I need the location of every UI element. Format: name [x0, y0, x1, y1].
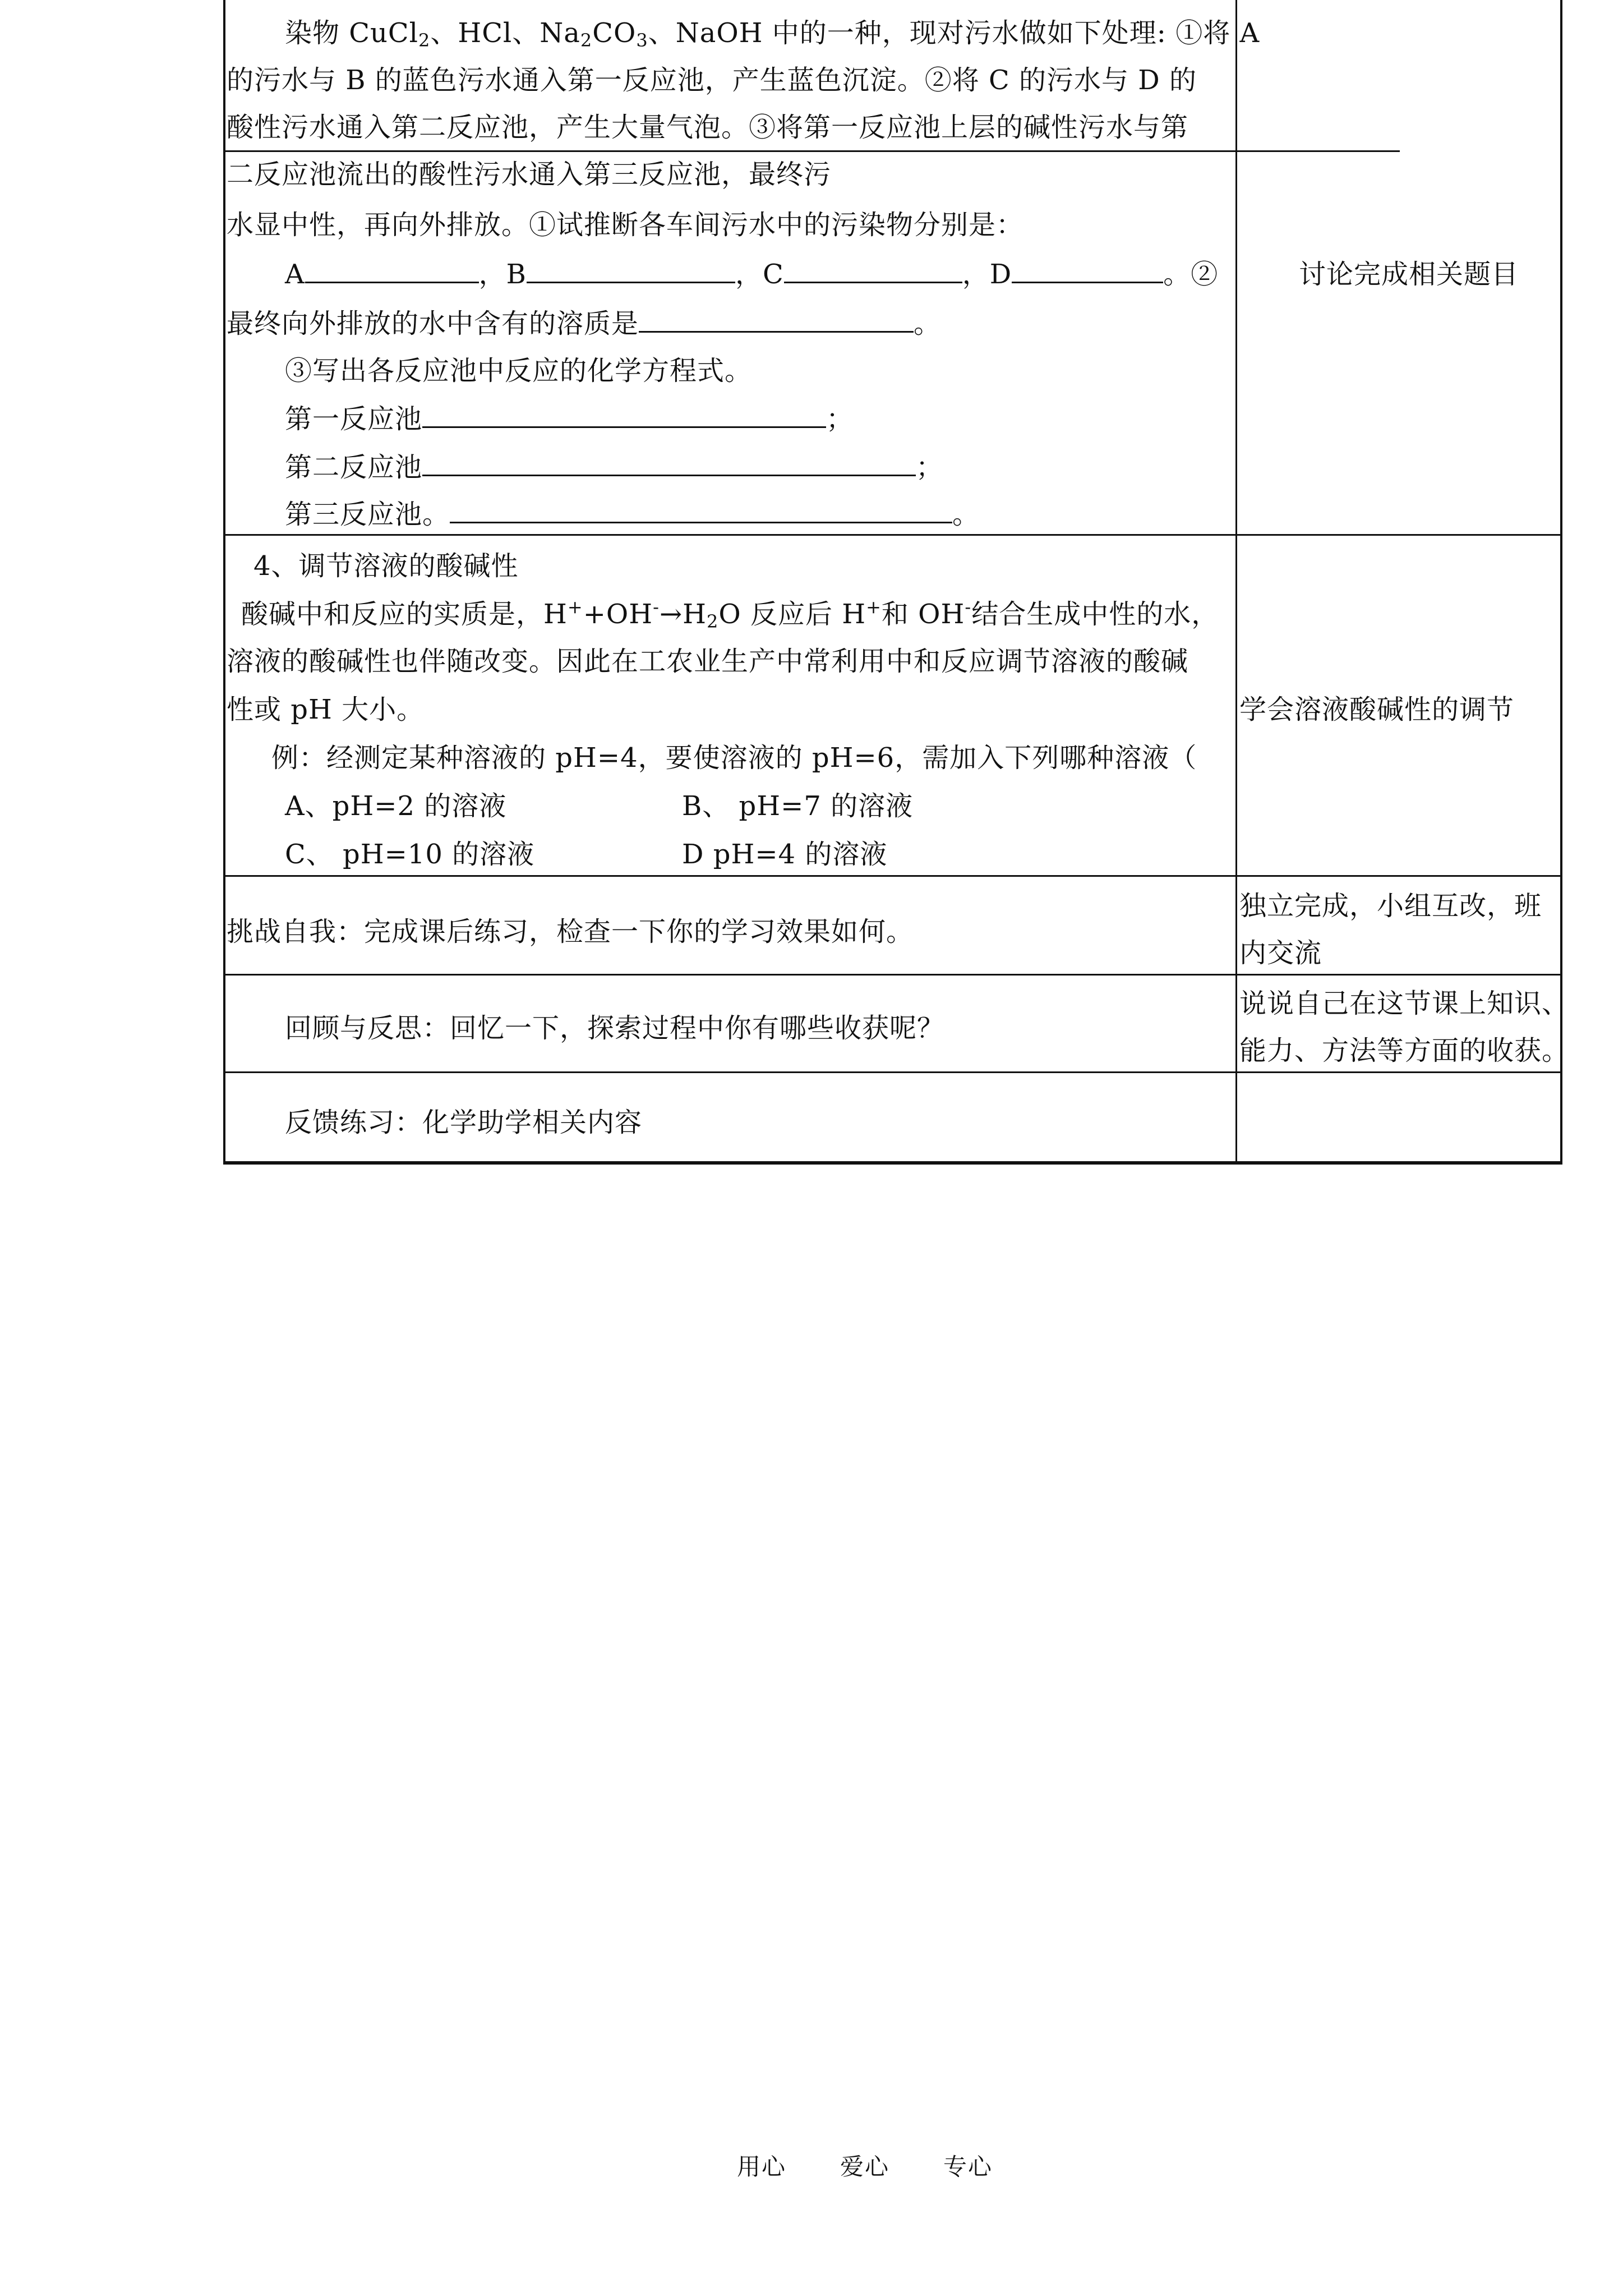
blank-pool2[interactable] — [422, 443, 916, 476]
text-fragment: →H — [659, 599, 707, 630]
superscript: - — [653, 596, 660, 618]
row2-line2: 水显中性，再向外排放。①试推断各车间污水中的污染物分别是： — [227, 209, 1024, 241]
row3-p3: 性或 pH 大小。 — [227, 694, 425, 725]
pool3-label: 第三反应池。 — [285, 499, 450, 530]
superscript: + — [567, 596, 583, 618]
label-a: A — [285, 259, 305, 290]
column-divider — [1235, 0, 1237, 1165]
text-fragment: O 反应后 H — [718, 599, 866, 630]
pool2-end: ； — [916, 452, 944, 483]
subscript: 2 — [707, 611, 719, 632]
pool3-line — [285, 490, 980, 539]
blank-a[interactable] — [305, 250, 479, 283]
row2-line5: ③写出各反应池中反应的化学方程式。 — [285, 355, 753, 386]
footer-word-3: 专心 — [943, 2153, 993, 2180]
pool1-line — [285, 395, 854, 443]
row4-side-line1: 独立完成，小组互改，班 — [1239, 890, 1542, 922]
label-d: ，D — [962, 259, 1012, 290]
pool1-end: ； — [826, 403, 854, 435]
option-d: D pH=4 的溶液 — [682, 839, 888, 870]
blank-c[interactable] — [784, 250, 962, 283]
row2-line1: 二反应池流出的酸性污水通入第三反应池，最终污 — [227, 159, 832, 190]
row3-p1 — [241, 590, 1219, 638]
row3-side-note: 学会溶液酸碱性的调节 — [1239, 694, 1515, 725]
blank-solute[interactable] — [639, 300, 914, 333]
after-d: 。② — [1163, 259, 1219, 290]
row1-line1 — [285, 9, 1260, 57]
row3-p2: 溶液的酸碱性也伴随改变。因此在工农业生产中常利用中和反应调节溶液的酸碱 — [227, 646, 1189, 677]
row6-text: 反馈练习：化学助学相关内容 — [285, 1107, 643, 1138]
pool2-label: 第二反应池 — [285, 452, 423, 483]
row1-line1-post: 、NaOH 中的一种，现对污水做如下处理: ①将 A — [648, 17, 1260, 49]
blank-pool1[interactable] — [422, 395, 826, 428]
row5-side-line2: 能力、方法等方面的收获。 — [1239, 1035, 1570, 1066]
row5-side-line1: 说说自己在这节课上知识、 — [1239, 988, 1570, 1019]
row1-line2: 的污水与 B 的蓝色污水通入第一反应池，产生蓝色沉淀。②将 C 的污水与 D 的 — [227, 65, 1197, 96]
option-c: C、 pH=10 的溶液 — [285, 839, 535, 870]
option-a: A、pH=2 的溶液 — [285, 790, 507, 822]
row3-example: 例：经测定某种溶液的 pH=4，要使溶液的 pH=6，需加入下列哪种溶液（ — [271, 742, 1197, 774]
row1-line1-mid1: 、HCl、Na — [430, 17, 580, 49]
page-footer — [737, 2148, 993, 2182]
text-fragment: +OH — [583, 599, 653, 630]
option-b: B、 pH=7 的溶液 — [682, 790, 914, 822]
row1-line3: 酸性污水通入第二反应池，产生大量气泡。③将第一反应池上层的碱性污水与第 — [227, 112, 1189, 143]
pool3-end: 。 — [952, 499, 980, 530]
text-fragment: 结合生成中性的水， — [971, 599, 1219, 630]
text-fragment: 酸碱中和反应的实质是，H — [241, 599, 568, 630]
row2-solute-line — [227, 300, 941, 348]
row1-line1-mid2: CO — [592, 17, 637, 49]
superscript: + — [866, 596, 882, 618]
row-divider-1b — [1237, 150, 1400, 152]
solute-label: 最终向外排放的水中含有的溶质是 — [227, 308, 639, 339]
row1-line1-pre: 染物 CuCl — [285, 17, 418, 49]
footer-word-1: 用心 — [737, 2153, 787, 2180]
text-fragment: 和 OH — [881, 599, 965, 630]
row2-answer-line — [285, 250, 1218, 298]
pool1-label: 第一反应池 — [285, 403, 423, 435]
solute-end: 。 — [914, 308, 942, 339]
blank-d[interactable] — [1012, 250, 1163, 283]
pool2-line — [285, 443, 943, 491]
row4-text: 挑战自我：完成课后练习，检查一下你的学习效果如何。 — [227, 916, 914, 947]
label-b: ，B — [478, 259, 527, 290]
row2-side-note: 讨论完成相关题目 — [1299, 259, 1519, 290]
row5-text: 回顾与反思：回忆一下，探索过程中你有哪些收获呢？ — [285, 1013, 945, 1044]
blank-pool3[interactable] — [450, 490, 952, 523]
superscript: - — [965, 596, 972, 618]
blank-b[interactable] — [527, 250, 735, 283]
label-c: ，C — [735, 259, 784, 290]
row-divider-4 — [223, 974, 1562, 976]
subscript: 2 — [580, 30, 593, 51]
footer-word-2: 爱心 — [840, 2153, 890, 2180]
subscript: 2 — [418, 30, 431, 51]
row4-side-line2: 内交流 — [1239, 937, 1322, 969]
subscript: 3 — [636, 30, 648, 51]
row3-heading: 4、调节溶液的酸碱性 — [253, 550, 519, 582]
